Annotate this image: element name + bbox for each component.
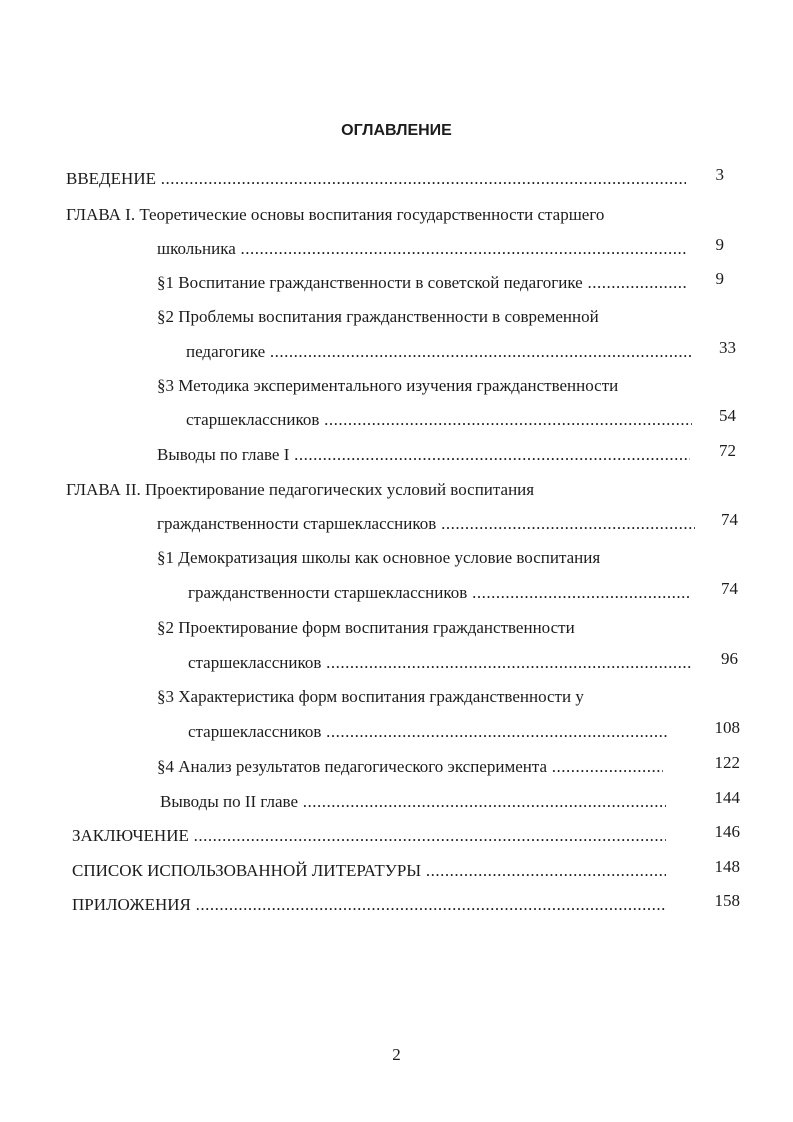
toc-section-1-3-cont[interactable]: старшеклассников .....	[186, 409, 692, 431]
toc-section-1-3-title[interactable]: §3 Методика экспериментального изучения гражданственности	[157, 376, 619, 395]
toc-section-1-1[interactable]: §1 Воспитание гражданственности в советской педагогике .....	[157, 272, 686, 294]
toc-page-number: 9	[715, 269, 724, 288]
toc-page-number: 158	[714, 891, 740, 910]
toc-page-number: 9	[715, 235, 724, 254]
toc-page-number: 96	[721, 649, 738, 668]
toc-chapter-1-conclusions[interactable]: Выводы по главе I .....	[157, 444, 690, 466]
toc-page-number: 144	[714, 788, 740, 807]
toc-section-2-3-title[interactable]: §3 Характеристика форм воспитания гражданственности у	[157, 687, 584, 706]
toc-chapter-1-title[interactable]: ГЛАВА I. Теоретические основы воспитания государственности старшего	[66, 205, 605, 224]
page-title: ОГЛАВЛЕНИЕ	[341, 122, 452, 139]
toc-page-number: 74	[721, 510, 738, 529]
toc-page-number: 122	[714, 753, 740, 772]
toc-section-2-2-cont[interactable]: старшеклассников .....	[188, 652, 691, 674]
page-number: 2	[392, 1045, 401, 1064]
toc-entry-conclusion[interactable]: ЗАКЛЮЧЕНИЕ .....	[72, 825, 666, 847]
toc-page-number: 108	[714, 718, 740, 737]
toc-chapter-2-title[interactable]: ГЛАВА II. Проектирование педагогических условий воспитания	[66, 480, 535, 499]
toc-entry-introduction[interactable]: ВВЕДЕНИЕ .....	[66, 168, 686, 190]
toc-page-number: 33	[719, 338, 736, 357]
toc-page-number: 72	[719, 441, 736, 460]
toc-page-number: 148	[714, 857, 740, 876]
toc-chapter-2-cont[interactable]: гражданственности старшеклассников .....	[157, 513, 695, 535]
toc-page-number: 54	[719, 406, 736, 425]
toc-chapter-2-conclusions[interactable]: Выводы по II главе .....	[160, 791, 666, 813]
toc-page-number: 146	[714, 822, 740, 841]
toc-chapter-1-cont[interactable]: школьника .....	[157, 238, 686, 260]
toc-entry-bibliography[interactable]: СПИСОК ИСПОЛЬЗОВАННОЙ ЛИТЕРАТУРЫ .....	[72, 860, 666, 882]
toc-entry-appendices[interactable]: ПРИЛОЖЕНИЯ .....	[72, 894, 666, 916]
toc-page-number: 74	[721, 579, 738, 598]
toc-section-2-2-title[interactable]: §2 Проектирование форм воспитания гражданственности	[157, 618, 575, 637]
toc-section-1-2-cont[interactable]: педагогике .....	[186, 341, 692, 363]
toc-section-2-3-cont[interactable]: старшеклассников .....	[188, 721, 667, 743]
toc-section-2-1-cont[interactable]: гражданственности старшеклассников .....	[188, 582, 691, 604]
toc-section-2-4[interactable]: §4 Анализ результатов педагогического эксперимента .....	[157, 756, 663, 778]
toc-section-2-1-title[interactable]: §1 Демократизация школы как основное условие воспитания	[157, 548, 601, 567]
toc-section-1-2-title[interactable]: §2 Проблемы воспитания гражданственности в современной	[157, 307, 599, 326]
toc-page-number: 3	[715, 165, 724, 184]
